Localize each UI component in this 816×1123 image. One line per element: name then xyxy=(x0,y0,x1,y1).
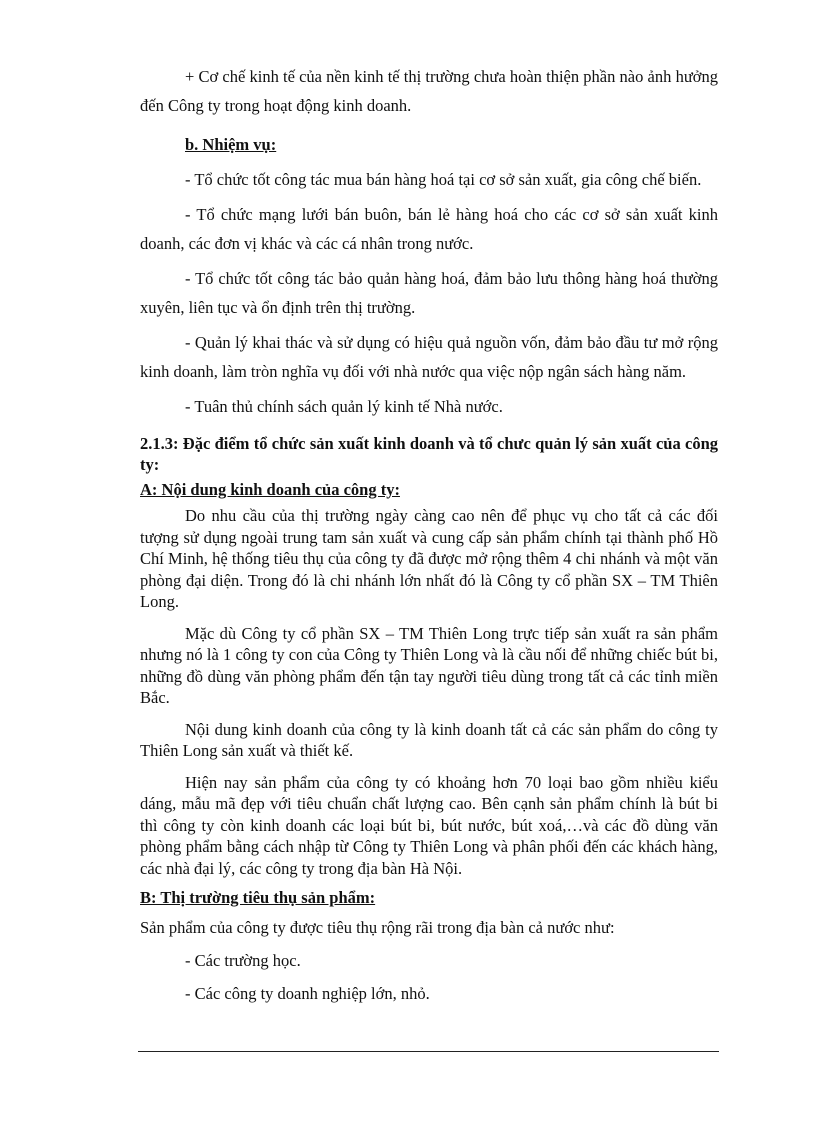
part-a-paragraph: Mặc dù Công ty cổ phần SX – TM Thiên Long trực tiếp sản xuất ra sản phẩm nhưng nó là 1 công ty con của Công ty Thiên Long và là cầu nối để những chiếc bút bi, những đồ dùng văn phòng phẩm đến tận tay người tiêu dùng trong tất cả các tỉnh miền Bắc. xyxy=(140,623,718,707)
part-a-paragraph: Hiện nay sản phẩm của công ty có khoảng hơn 70 loại bao gồm nhiều kiểu dáng, mẫu mã đẹp với tiêu chuẩn chất lượng cao. Bên cạnh sản phẩm chính là bút bi thì công ty còn kinh doanh các loại bút bi, bút nước, bút xoá,…và các đồ dùng văn phòng phẩm bằng cách nhập từ Công ty Thiên Long và phân phối đến các khách hàng, các nhà đại lý, các công ty trong địa bàn Hà Nội. xyxy=(140,772,718,878)
intro-paragraph: + Cơ chế kinh tế của nền kinh tế thị trường chưa hoàn thiện phần nào ảnh hưởng đến Công ty trong hoạt động kinh doanh. xyxy=(140,67,718,115)
section-2-1-3-heading: 2.1.3: Đặc điểm tổ chức sản xuất kinh doanh và tổ chưc quản lý sản xuất của công ty: xyxy=(140,434,718,474)
nhiem-vu-item: - Quản lý khai thác và sử dụng có hiệu quả nguồn vốn, đảm bảo đầu tư mở rộng kinh doanh, làm tròn nghĩa vụ đối với nhà nước qua việc nộp ngân sách hàng năm. xyxy=(140,333,718,381)
nhiem-vu-item: - Tổ chức tốt công tác mua bán hàng hoá tại cơ sở sản xuất, gia công chế biến. xyxy=(185,170,702,189)
part-a-heading: A: Nội dung kinh doanh của công ty: xyxy=(140,480,400,499)
part-a-paragraph: Nội dung kinh doanh của công ty là kinh doanh tất cả các sản phẩm do công ty Thiên Long sản xuất và thiết kế. xyxy=(140,719,718,760)
part-b-item: - Các trường học. xyxy=(185,951,301,970)
part-b-item: - Các công ty doanh nghiệp lớn, nhỏ. xyxy=(185,984,430,1003)
nhiem-vu-item: - Tuân thủ chính sách quản lý kinh tế Nhà nước. xyxy=(185,397,503,416)
document-page xyxy=(140,62,718,1008)
nhiem-vu-item: - Tổ chức mạng lưới bán buôn, bán lẻ hàng hoá cho các cơ sở sản xuất kinh doanh, các đơn vị khác và các cá nhân trong nước. xyxy=(140,205,718,253)
part-a-paragraph: Do nhu cầu của thị trường ngày càng cao nên để phục vụ cho tất cả các đối tượng sử dụng ngoài trung tam sản xuất và cung cấp sản phẩm chính tại thành phố Hồ Chí Minh, hệ thống tiêu thụ của công ty đã được mở rộng thêm 4 chi nhánh và một văn phòng đại diện. Trong đó là chi nhánh lớn nhất đó là Công ty cổ phần SX – TM Thiên Long. xyxy=(140,506,718,611)
nhiem-vu-heading: b. Nhiệm vụ: xyxy=(185,135,277,154)
part-b-intro: Sản phẩm của công ty được tiêu thụ rộng rãi trong địa bàn cả nước như: xyxy=(140,918,615,937)
part-b-heading: B: Thị trường tiêu thụ sản phẩm: xyxy=(140,888,376,907)
footer-divider xyxy=(138,1051,719,1052)
nhiem-vu-item: - Tổ chức tốt công tác bảo quản hàng hoá, đảm bảo lưu thông hàng hoá thường xuyên, liên tục và ổn định trên thị trường. xyxy=(140,269,718,317)
